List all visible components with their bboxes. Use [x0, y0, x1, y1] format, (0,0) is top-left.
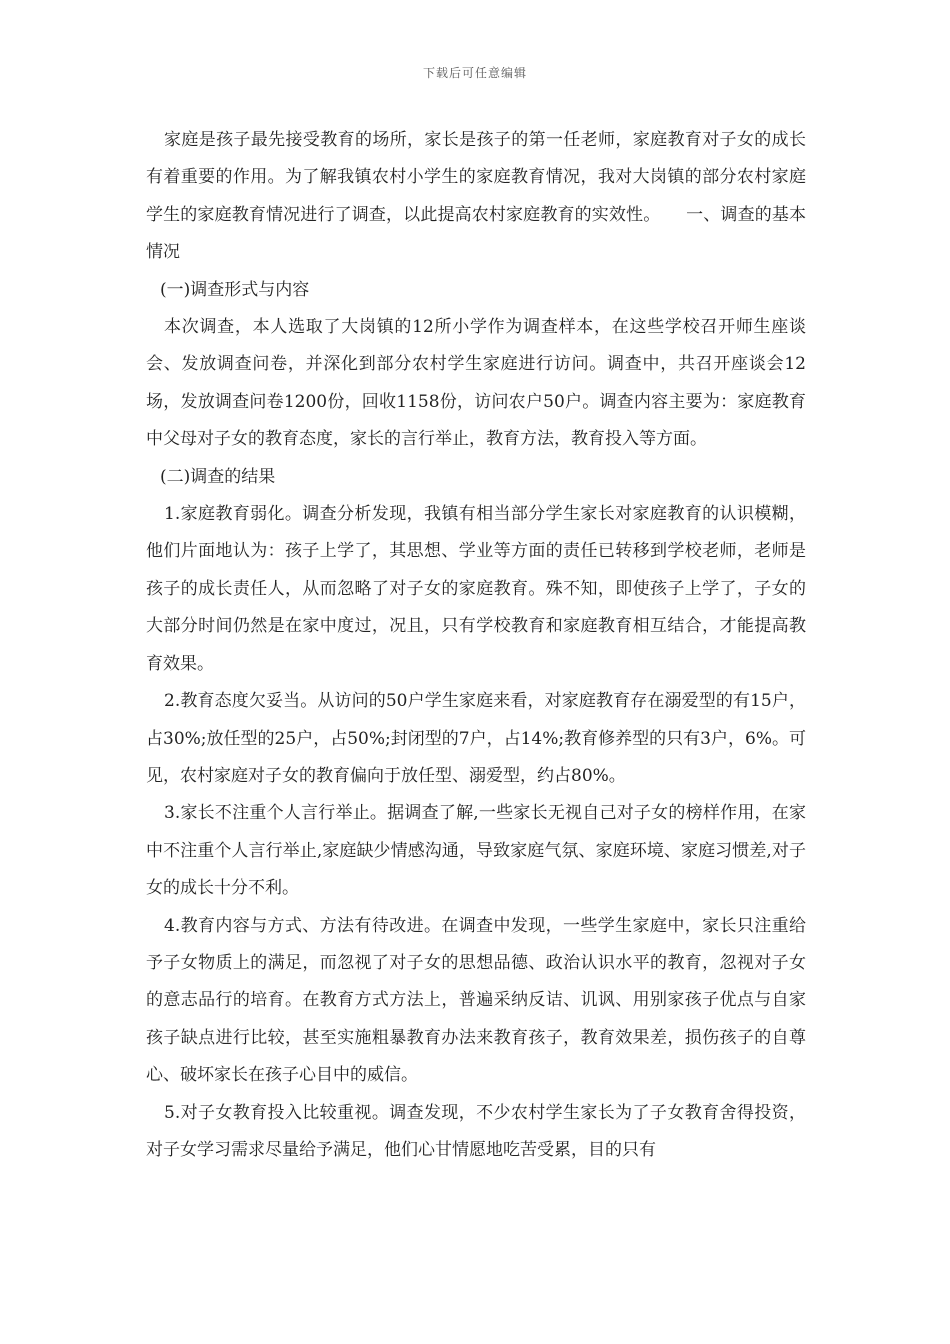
- paragraph-result-3: 3.家长不注重个人言行举止。据调查了解,一些家长无视自己对子女的榜样作用，在家中不注重个人言行举止,家庭缺少情感沟通，导致家庭气氛、家庭环境、家庭习惯差,对子女的成长十分不利。: [146, 803, 806, 899]
- section-heading-survey-results: (二)调查的结果: [160, 466, 276, 487]
- paragraph-intro: 家庭是孩子最先接受教育的场所，家长是孩子的第一任老师，家庭教育对子女的成长有着重要的作用。为了解我镇农村小学生的家庭教育情况，我对大岗镇的部分农村家庭学生的家庭教育情况进行了调查，以此提高农村家庭教育的实效性。 一、调查的基本情况: [146, 130, 806, 263]
- paragraph-result-5: 5.对子女教育投入比较重视。调查发现，不少农村学生家长为了子女教育舍得投资，对子女学习需求尽量给予满足，他们心甘情愿地吃苦受累，目的只有: [146, 1102, 806, 1160]
- page-header: 下载后可任意编辑: [422, 66, 527, 80]
- section-heading-survey-form: (一)调查形式与内容: [160, 279, 310, 300]
- paragraph-result-2: 2.教育态度欠妥当。从访问的50户学生家庭来看，对家庭教育存在溺爱型的有15户，占30%;放任型的25户，占50%;封闭型的7户，占14%;教育修养型的只有3户，6%。可见，农村家庭对子女的教育偏向于放任型、溺爱型，约占80%。: [146, 691, 806, 786]
- paragraph-survey-content: 本次调查，本人选取了大岗镇的12所小学作为调查样本，在这些学校召开师生座谈会、发放调查问卷，并深化到部分农村学生家庭进行访问。调查中，共召开座谈会12场，发放调查问卷1200份，回收1158份，访问农户50户。调查内容主要为：家庭教育中父母对子女的教育态度，家长的言行举止，教育方法，教育投入等方面。: [146, 317, 806, 450]
- paragraph-result-1: 1.家庭教育弱化。调查分析发现，我镇有相当部分学生家长对家庭教育的认识模糊，他们片面地认为：孩子上学了，其思想、学业等方面的责任已转移到学校老师，老师是孩子的成长责任人，从而忽略了对子女的家庭教育。殊不知，即使孩子上学了，子女的大部分时间仍然是在家中度过，况且，只有学校教育和家庭教育相互结合，才能提高教育效果。: [146, 504, 806, 674]
- paragraph-result-4: 4.教育内容与方式、方法有待改进。在调查中发现，一些学生家庭中，家长只注重给予子女物质上的满足，而忽视了对子女的思想品德、政治认识水平的教育，忽视对子女的意志品行的培育。在教育方式方法上，普遍采纳反诘、讥讽、用别家孩子优点与自家孩子缺点进行比较，甚至实施粗暴教育办法来教育孩子，教育效果差，损伤孩子的自尊心、破坏家长在孩子心目中的威信。: [146, 915, 806, 1086]
- document-body: [146, 122, 806, 1169]
